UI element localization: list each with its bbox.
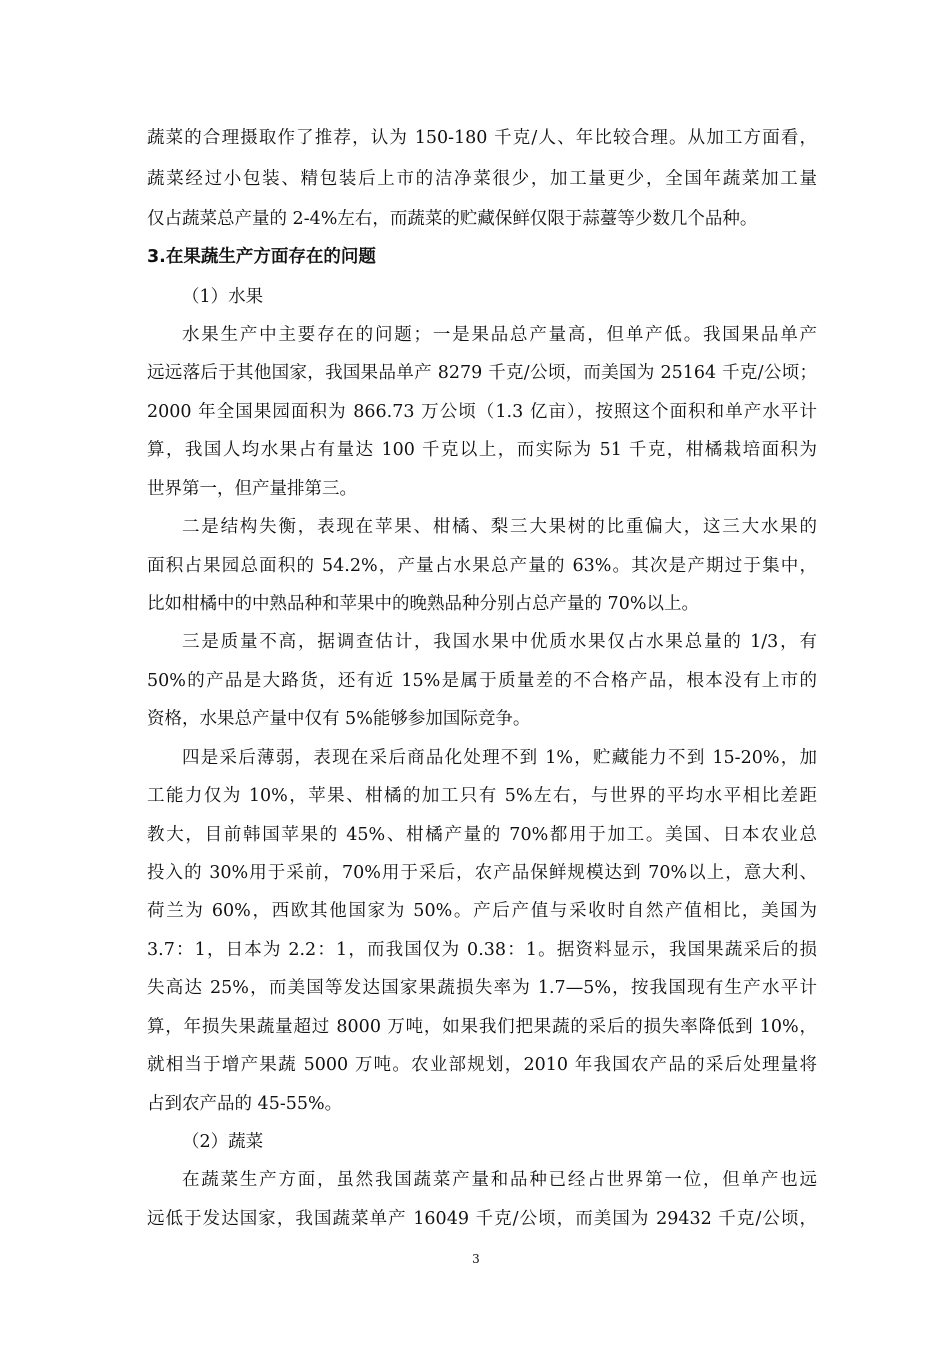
- text-line: 教大，目前韩国苹果的 45%、柑橘产量的 70%都用于加工。美国、日本农业总: [147, 825, 817, 845]
- text-line: 占到农产品的 45-55%。: [147, 1094, 343, 1114]
- text-line: 资格，水果总产量中仅有 5%能够参加国际竞争。: [147, 709, 531, 729]
- text-line: 荷兰为 60%，西欧其他国家为 50%。产后产值与采收时自然产值相比，美国为: [147, 901, 817, 921]
- text-line: 投入的 30%用于采前，70%用于采后，农产品保鲜规模达到 70%以上，意大利、: [147, 863, 817, 883]
- text-line: 四是采后薄弱，表现在采后商品化处理不到 1%，贮藏能力不到 15-20%，加: [182, 748, 817, 768]
- text-line: 三是质量不高，据调查估计，我国水果中优质水果仅占水果总量的 1/3，有: [182, 632, 817, 652]
- text-line: 水果生产中主要存在的问题；一是果品总产量高，但单产低。我国果品单产: [182, 325, 817, 345]
- text-line: 3.7：1，日本为 2.2：1，而我国仅为 0.38：1。据资料显示，我国果蔬采后的损: [147, 940, 817, 960]
- text-line: 仅占蔬菜总产量的 2-4%左右，而蔬菜的贮藏保鲜仅限于蒜薹等少数几个品种。: [147, 209, 758, 229]
- text-line: 就相当于增产果蔬 5000 万吨。农业部规划，2010 年我国农产品的采后处理量将: [147, 1055, 817, 1075]
- text-line: 2000 年全国果园面积为 866.73 万公顷（1.3 亿亩），按照这个面积和单产水平计: [147, 402, 817, 422]
- text-line: 远远落后于其他国家，我国果品单产 8279 千克/公顷，而美国为 25164 千克/公顷；: [147, 363, 817, 383]
- page-number: 3: [472, 1252, 480, 1266]
- text-line: 50%的产品是大路货，还有近 15%是属于质量差的不合格产品，根本没有上市的: [147, 671, 817, 691]
- text-line: 算，年损失果蔬量超过 8000 万吨，如果我们把果蔬的采后的损失率降低到 10%，: [147, 1017, 817, 1037]
- text-line: 蔬菜的合理摄取作了推荐，认为 150-180 千克/人、年比较合理。从加工方面看，: [147, 128, 817, 148]
- text-line: 远低于发达国家，我国蔬菜单产 16049 千克/公顷，而美国为 29432 千克/公顷，: [147, 1209, 817, 1229]
- text-line: 在蔬菜生产方面，虽然我国蔬菜产量和品种已经占世界第一位，但单产也远: [182, 1170, 817, 1190]
- subsection-heading-fruit: （1）水果: [182, 287, 264, 307]
- text-line: 世界第一，但产量排第三。: [147, 479, 357, 499]
- text-line: 失高达 25%，而美国等发达国家果蔬损失率为 1.7—5%，按我国现有生产水平计: [147, 978, 817, 998]
- text-line: 面积占果园总面积的 54.2%，产量占水果总产量的 63%。其次是产期过于集中，: [147, 556, 817, 576]
- text-line: 工能力仅为 10%，苹果、柑橘的加工只有 5%左右，与世界的平均水平相比差距: [147, 786, 817, 806]
- text-line: 比如柑橘中的中熟品种和苹果中的晚熟品种分别占总产量的 70%以上。: [147, 594, 699, 614]
- text-line: 算，我国人均水果占有量达 100 千克以上，而实际为 51 千克，柑橘栽培面积为: [147, 440, 817, 460]
- text-line: 蔬菜经过小包装、精包装后上市的洁净菜很少，加工量更少，全国年蔬菜加工量: [147, 169, 817, 189]
- text-line: 二是结构失衡，表现在苹果、柑橘、梨三大果树的比重偏大，这三大水果的: [182, 517, 817, 537]
- section-heading: 3.在果蔬生产方面存在的问题: [147, 247, 376, 267]
- subsection-heading-vegetables: （2）蔬菜: [182, 1132, 264, 1152]
